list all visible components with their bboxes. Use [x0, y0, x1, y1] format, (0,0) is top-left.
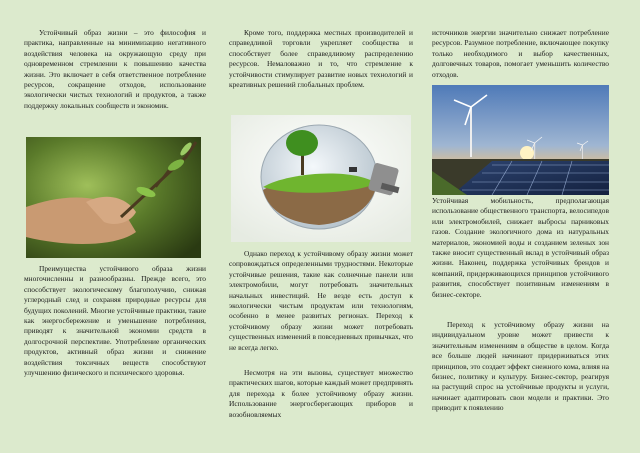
column-2-paragraph-2: Однако переход к устойчивому образу жизни может сопровождаться определенными трудностями. Некоторые устойчивые решения, такие как солнечные панели или электромобили, могут потребовать значительных начальных инвестиций. Не везде есть доступ к экологически чистым продуктам или технологиям, особенно в менее развитых регионах. Переход к устойчивому образу жизни может потребовать существенных изменений в повседневных привычках, что не всегда легко.	[229, 249, 413, 352]
column-1-paragraph-2: Преимущества устойчивого образа жизни многочисленны и разнообразны. Прежде всего, это способствует экологическому благополучию, снижая углеродный след и сохраняя природные ресурсы для будущих поколений. Многие устойчивые практики, такие как энергосбережение и уменьшение потребления, приводят к значительной экономии средств в долгосрочной перспективе. Употребление органических продуктов, активный образ жизни и снижение воздействия токсичных веществ способствуют улучшению физического и психического здоровья.	[24, 264, 206, 378]
column-2-paragraph-1: Кроме того, поддержка местных производителей и справедливой торговли укрепляет сообщества и способствует более справедливому распределению ресурсов. Немаловажно и то, что стремление к устойчивости стимулирует развитие новых технологий и креативных решений глобальных проблем.	[229, 28, 413, 90]
wind-turbines-solar-photo	[432, 85, 609, 195]
column-3-paragraph-1: источников энергии значительно снижает потребление ресурсов. Разумное потребление, включающее покупку только необходимого и выбор качественных, долговечных товаров, помогает уменьшить количество отходов.	[432, 28, 609, 79]
hand-holding-branch-photo	[26, 137, 201, 258]
column-2-paragraph-3: Несмотря на эти вызовы, существует множество практических шагов, которые каждый может предпринять для перехода к более устойчивому образу жизни. Использование энергосберегающих приборов и возобновляемых	[229, 368, 413, 419]
light-bulb-ecosystem-photo	[231, 115, 411, 242]
column-3-paragraph-3: Переход к устойчивому образу жизни на индивидуальном уровне может привести к значительным изменениям в обществе в целом. Когда все больше людей начинают придерживаться этих принципов, это создает эффект снежного кома, влияя на бизнес, политику и культуру. Бизнес-сектор, реагируя на растущий спрос на устойчивые продукты и услуги, начинает адаптировать свои модели и практики. Это приводит к появлению	[432, 320, 609, 413]
column-1-paragraph-1: Устойчивый образ жизни – это философия и практика, направленные на минимизацию негативного воздействия человека на окружающую среду при одновременном стремлении к повышению качества жизни. Это включает в себя ответственное потребление ресурсов, сокращение отходов, использование экологически чистых технологий и продуктов, а также поддержку локальных сообществ и экономик.	[24, 28, 206, 110]
column-3-paragraph-2: Устойчивая мобильность, предполагающая использование общественного транспорта, велосипедов или электромобилей, снижает выбросы парниковых газов. Создание экологичного дома из натуральных материалов, экономией воды и созданием зеленых зон также вносит существенный вклад в устойчивый образ жизни. Наконец, поддержка устойчивых брендов и компаний, придерживающихся принципов устойчивого развития, способствует позитивным изменениям в бизнес-секторе.	[432, 196, 609, 299]
